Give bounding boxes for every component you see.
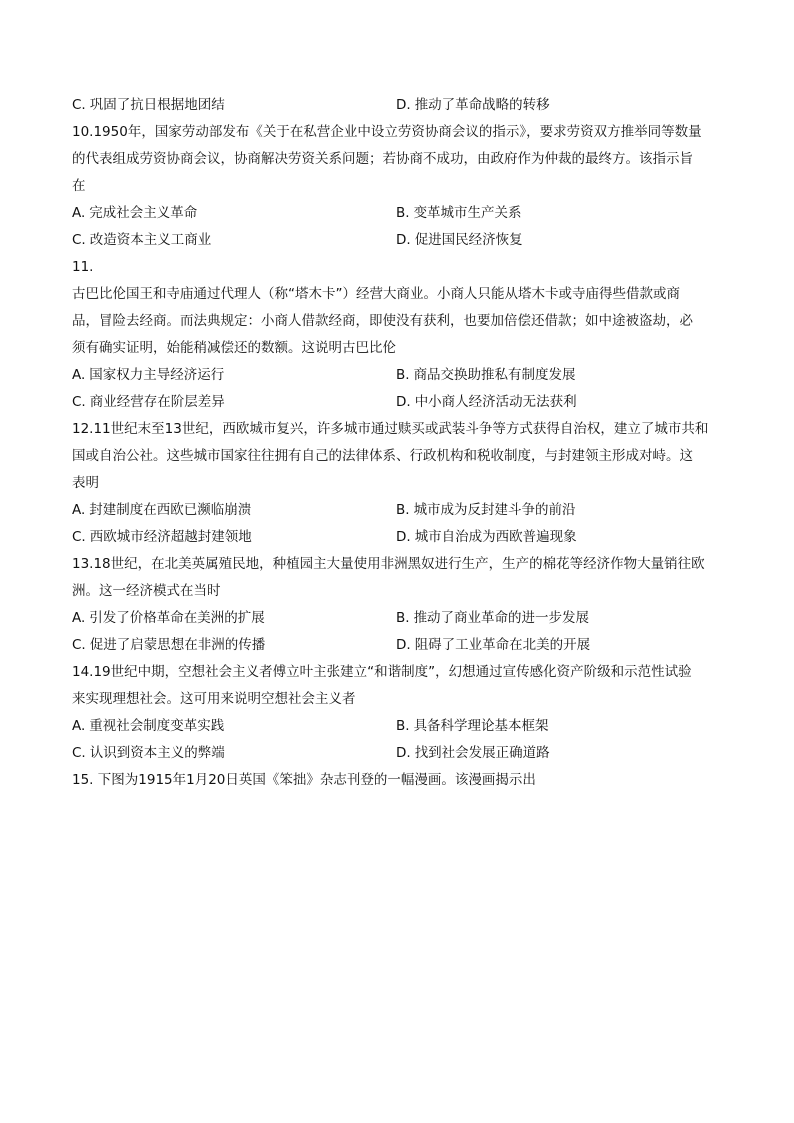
q11-option-a[interactable]: A. 国家权力主导经济运行 (72, 367, 225, 383)
q14-options-row-2 (72, 743, 722, 763)
q13-option-a[interactable]: A. 引发了价格革命在美洲的扩展 (72, 610, 265, 626)
q13-option-c[interactable]: C. 促进了启蒙思想在非洲的传播 (72, 637, 266, 653)
q10-options-row-2 (72, 230, 722, 250)
q14-option-d[interactable]: D. 找到社会发展正确道路 (396, 745, 550, 761)
q11-option-d[interactable]: D. 中小商人经济活动无法获利 (396, 394, 577, 410)
q11-options-row-2 (72, 392, 722, 412)
q10-stem-line-1: 10.1950年，国家劳动部发布《关于在私营企业中设立劳资协商会议的指示》，要求劳资双方推举同等数量 (72, 124, 702, 140)
q14-stem-line-2: 来实现理想社会。这可用来说明空想社会主义者 (72, 691, 356, 707)
q11-stem-line-2: 品，冒险去经商。而法典规定：小商人借款经商，即使没有获利，也要加倍偿还借款；如中途被盗劫，必 (72, 313, 693, 329)
q13-option-d[interactable]: D. 阻碍了工业革命在北美的开展 (396, 637, 591, 653)
q9-option-c[interactable]: C. 巩固了抗日根据地团结 (72, 97, 225, 113)
q13-options-row-2 (72, 635, 722, 655)
q12-option-b[interactable]: B. 城市成为反封建斗争的前沿 (396, 502, 576, 518)
q14-options-row-1 (72, 716, 722, 736)
q13-option-b[interactable]: B. 推动了商业革命的进一步发展 (396, 610, 590, 626)
q10-stem-line-3: 在 (72, 178, 86, 194)
q13-stem-line-2: 洲。这一经济模式在当时 (72, 583, 221, 599)
q14-option-a[interactable]: A. 重视社会制度变革实践 (72, 718, 225, 734)
q12-options-row-2 (72, 527, 722, 547)
q10-option-c[interactable]: C. 改造资本主义工商业 (72, 232, 212, 248)
q12-option-d[interactable]: D. 城市自治成为西欧普遍现象 (396, 529, 577, 545)
q12-stem-line-1: 12.11世纪末至13世纪，西欧城市复兴，许多城市通过赎买或武装斗争等方式获得自治权，建立了城市共和 (72, 421, 709, 437)
q11-option-b[interactable]: B. 商品交换助推私有制度发展 (396, 367, 576, 383)
q12-stem-line-3: 表明 (72, 475, 99, 491)
q12-options-row-1 (72, 500, 722, 520)
q9-option-d[interactable]: D. 推动了革命战略的转移 (396, 97, 550, 113)
q14-stem-line-1: 14.19世纪中期，空想社会主义者傅立叶主张建立“和谐制度”，幻想通过宣传感化资产阶级和示范性试验 (72, 664, 692, 680)
q11-number: 11. (72, 259, 94, 275)
q11-option-c[interactable]: C. 商业经营存在阶层差异 (72, 394, 225, 410)
q10-option-b[interactable]: B. 变革城市生产关系 (396, 205, 522, 221)
q14-option-c[interactable]: C. 认识到资本主义的弊端 (72, 745, 225, 761)
q13-options-row-1 (72, 608, 722, 628)
q12-option-c[interactable]: C. 西欧城市经济超越封建领地 (72, 529, 252, 545)
q10-option-a[interactable]: A. 完成社会主义革命 (72, 205, 198, 221)
q15-stem-line-1: 15. 下图为1915年1月20日英国《笨拙》杂志刊登的一幅漫画。该漫画揭示出 (72, 772, 536, 788)
q9-options-row-2 (72, 95, 722, 115)
q10-options-row-1 (72, 203, 722, 223)
q10-option-d[interactable]: D. 促进国民经济恢复 (396, 232, 523, 248)
q14-option-b[interactable]: B. 具备科学理论基本框架 (396, 718, 549, 734)
q11-stem-line-3: 须有确实证明，始能稍减偿还的数额。这说明古巴比伦 (72, 340, 396, 356)
q13-stem-line-1: 13.18世纪，在北美英属殖民地，种植园主大量使用非洲黑奴进行生产，生产的棉花等经济作物大量销往欧 (72, 556, 705, 572)
q12-option-a[interactable]: A. 封建制度在西欧已濒临崩溃 (72, 502, 252, 518)
q10-stem-line-2: 的代表组成劳资协商会议，协商解决劳资关系问题；若协商不成功，由政府作为仲裁的最终方。该指示旨 (72, 151, 693, 167)
q11-stem-line-1: 古巴比伦国王和寺庙通过代理人（称“塔木卡”）经营大商业。小商人只能从塔木卡或寺庙得些借款或商 (72, 286, 680, 302)
q12-stem-line-2: 国或自治公社。这些城市国家往往拥有自己的法律体系、行政机构和税收制度，与封建领主形成对峙。这 (72, 448, 693, 464)
q11-options-row-1 (72, 365, 722, 385)
